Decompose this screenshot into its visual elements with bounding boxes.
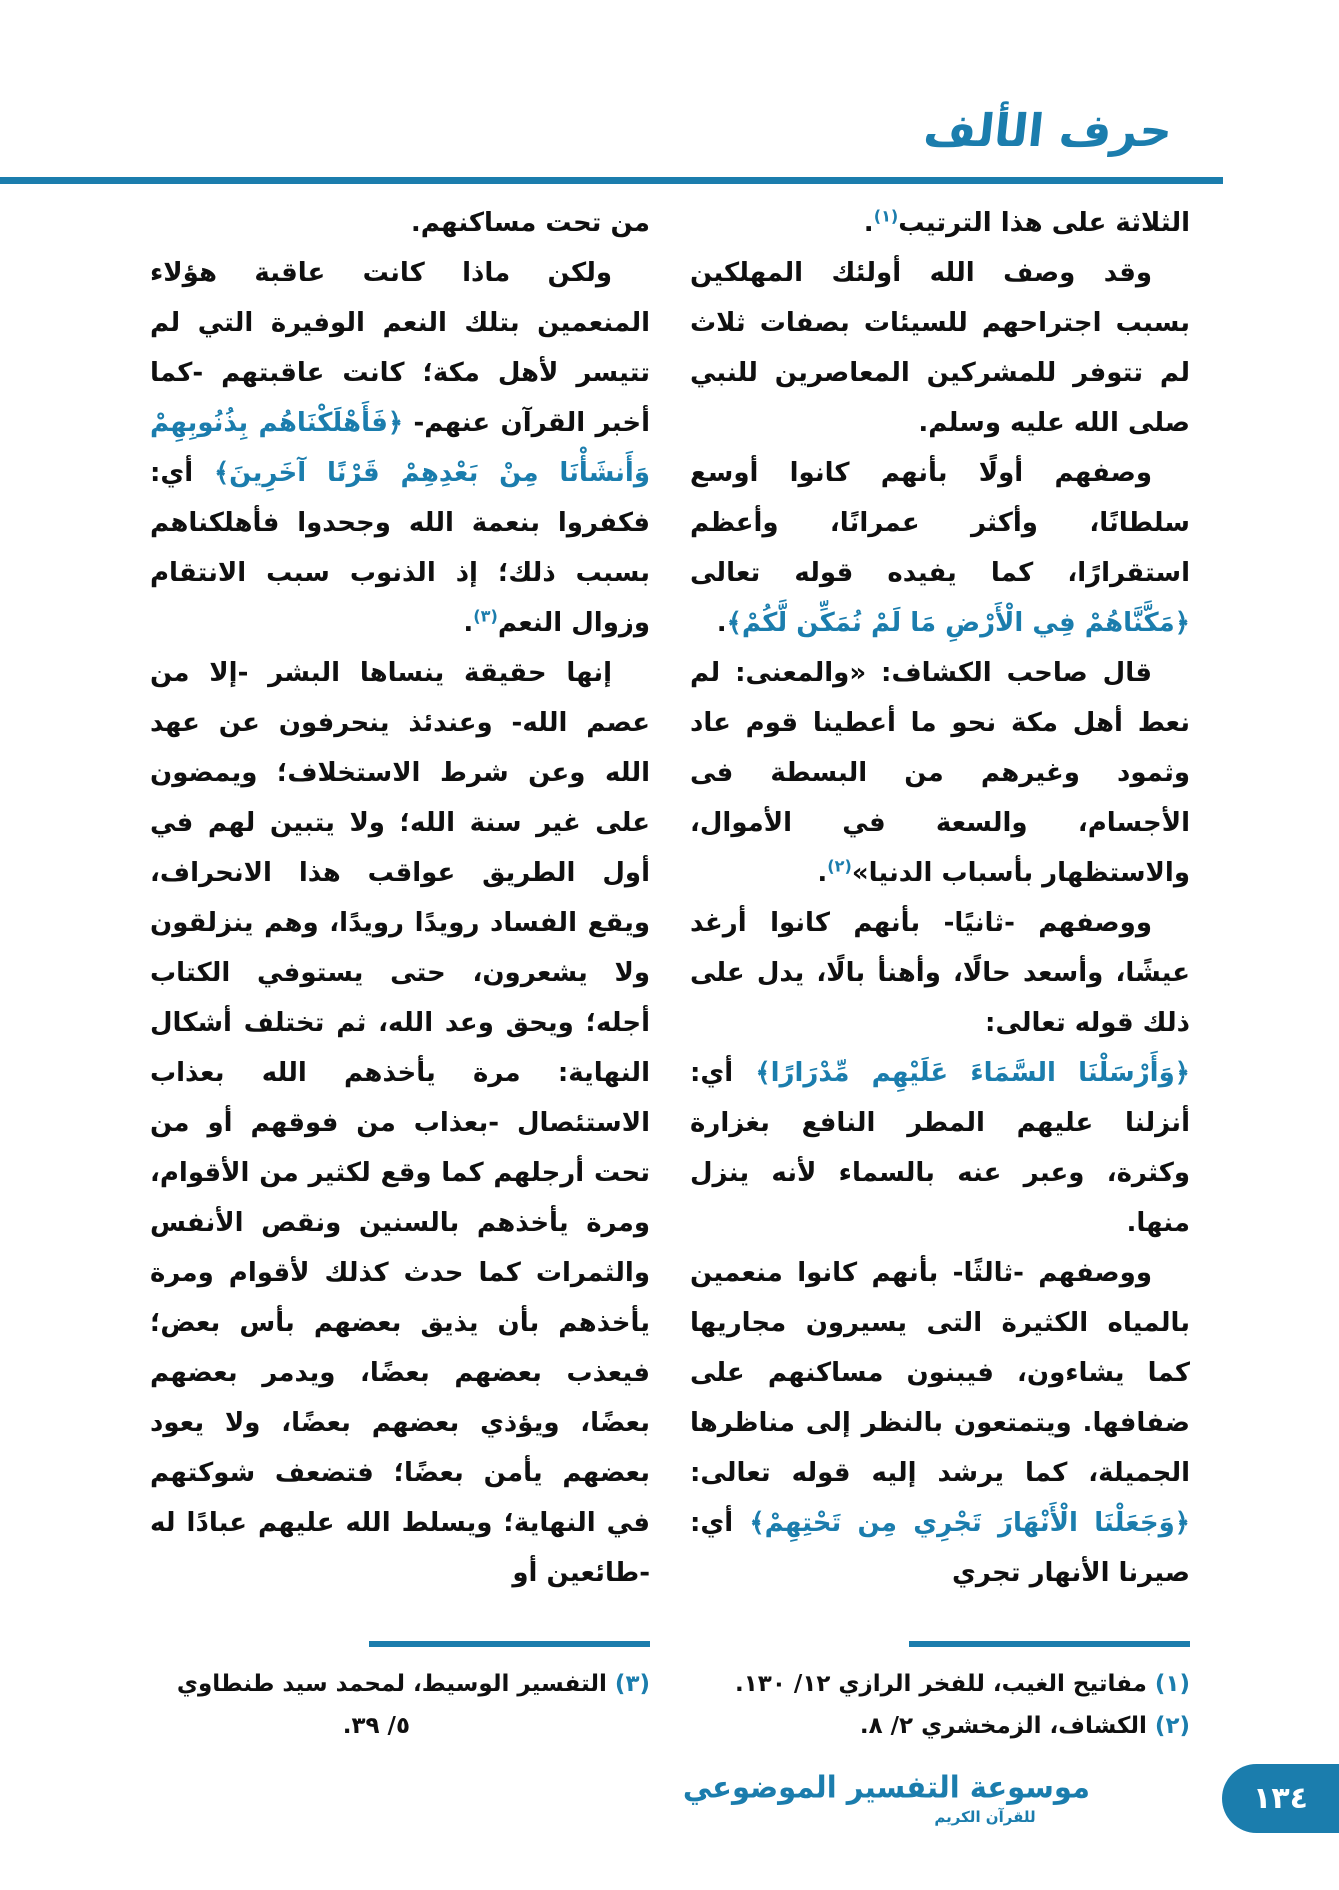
quran-verse: ﴿فَأَهْلَكْنَاهُم بِذُنُوبِهِمْ وَأَنشَأْنَا مِنْ بَعْدِهِمْ قَرْنًا آخَرِينَ﴾: [150, 408, 650, 488]
body-text: وقد وصف الله أولئك المهلكين بسبب اجتراحهم للسيئات بصفات ثلاث لم تتوفر للمشركين المعاصرين للنبي صلى الله عليه وسلم.: [690, 258, 1190, 438]
footnotes-left: [150, 1641, 650, 1747]
footnote-ref: (٢): [827, 856, 852, 876]
quran-verse: ﴿وَأَرْسَلْنَا السَّمَاءَ عَلَيْهِم مِّدْرَارًا﴾: [755, 1058, 1190, 1088]
footnote-separator: [909, 1641, 1190, 1647]
footnote: [690, 1663, 1190, 1705]
paragraph: [150, 248, 650, 648]
paragraph: [150, 648, 650, 1598]
footnote-marker: (٢): [1154, 1713, 1190, 1739]
text-columns: [150, 198, 1190, 1598]
body-text: من تحت مساكنهم.: [410, 208, 650, 238]
page-number-badge: [1222, 1764, 1339, 1833]
paragraph: [690, 1248, 1190, 1598]
paragraph: [690, 248, 1190, 448]
publisher-logo: [682, 1769, 1090, 1826]
footnote-list-right: [690, 1663, 1190, 1747]
column-left: [150, 198, 650, 1598]
footnote-text: الكشاف، الزمخشري ٢/ ٨.: [859, 1713, 1147, 1739]
body-text: وصفهم أولًا بأنهم كانوا أوسع سلطانًا، وأكثر عمرانًا، وأعظم استقرارًا، كما يفيده قوله تعالى: [690, 458, 1190, 588]
body-text: الثلاثة على هذا الترتيب: [898, 208, 1190, 238]
quran-verse: ﴿مَكَّنَّاهُمْ فِي الْأَرْضِ مَا لَمْ نُمَكِّن لَّكُمْ﴾: [726, 608, 1190, 638]
footnote: [690, 1705, 1190, 1747]
page-number: ١٣٤: [1253, 1781, 1308, 1816]
body-text: .: [817, 858, 828, 888]
footnotes-right: [690, 1641, 1190, 1747]
body-text: ووصفهم -ثالثًا- بأنهم كانوا منعمين بالمياه الكثيرة التى يسيرون مجاريها كما يشاءون، فيبنون مساكنهم على ضفافها. ويتمتعون بالنظر إلى مناظرها الجميلة، كما يرشد إليه قوله تعالى:: [690, 1258, 1190, 1488]
footnote-ref: (١): [873, 206, 899, 226]
body-text: .: [716, 608, 727, 638]
footnote-separator: [369, 1641, 650, 1647]
footnote-marker: (٣): [614, 1671, 650, 1697]
body-text: أي: صيرنا الأنهار تجري: [690, 1508, 1190, 1588]
footnote-text-continuation: ٥/ ٣٩.: [342, 1713, 410, 1739]
footnote-ref: (٣): [473, 606, 498, 626]
quran-verse: ﴿وَجَعَلْنَا الْأَنْهَارَ تَجْرِي مِن تَحْتِهِمْ﴾: [749, 1508, 1190, 1538]
publisher-logo-title: موسوعة التفسير الموضوعي: [682, 1769, 1090, 1805]
publisher-logo-subtitle: للقرآن الكريم: [934, 1808, 1036, 1826]
header-rule: [0, 177, 1223, 184]
paragraph: [690, 648, 1190, 898]
footnote-text: مفاتيح الغيب، للفخر الرازي ١٢/ ١٣٠.: [735, 1671, 1147, 1697]
footnote-list-left: [150, 1663, 650, 1747]
body-text: قال صاحب الكشاف: «والمعنى: لم نعط أهل مكة نحو ما أعطينا قوم عاد وثمود وغيرهم من البسطة فى الأجسام، والسعة في الأموال، والاستظهار بأسباب الدنيا»: [690, 658, 1190, 888]
body-text: أي: أنزلنا عليهم المطر النافع بغزارة وكثرة، وعبر عنه بالسماء لأنه ينزل منها.: [690, 1058, 1190, 1238]
paragraph: [690, 898, 1190, 1048]
body-text: .: [863, 208, 874, 238]
chapter-heading: حرف الألف: [921, 104, 1175, 157]
paragraph: [690, 1048, 1190, 1248]
column-right: [690, 198, 1190, 1598]
footnote-marker: (١): [1154, 1671, 1190, 1697]
body-text: .: [463, 608, 474, 638]
body-text: ووصفهم -ثانيًا- بأنهم كانوا أرغد عيشًا، وأسعد حالًا، وأهنأ بالًا، يدل على ذلك قوله تعالى:: [690, 908, 1190, 1038]
paragraph: [690, 198, 1190, 248]
paragraph: [150, 198, 650, 248]
body-text: أي: فكفروا بنعمة الله وجحدوا فأهلكناهم بسبب ذلك؛ إذ الذنوب سبب الانتقام وزوال النعم: [150, 458, 650, 638]
paragraph: [690, 448, 1190, 648]
body-text: ولكن ماذا كانت عاقبة هؤلاء المنعمين بتلك النعم الوفيرة التي لم تتيسر لأهل مكة؛ كانت عاقبتهم -كما أخبر القرآن عنهم-: [150, 258, 650, 438]
footnote-text: التفسير الوسيط، لمحمد سيد طنطاوي: [176, 1671, 607, 1697]
footnote: [150, 1663, 650, 1747]
body-text: إنها حقيقة ينساها البشر -إلا من عصم الله- وعندئذ ينحرفون عن عهد الله وعن شرط الاستخلاف؛ ويمضون على غير سنة الله؛ ولا يتبين لهم في أول الطريق عواقب هذا الانحراف، ويقع الفساد رويدًا رويدًا، وهم ينزلقون ولا يشعرون، حتى يستوفي الكتاب أجله؛ ويحق وعد الله، ثم تختلف أشكال النهاية: مرة يأخذهم الله بعذاب الاستئصال -بعذاب من فوقهم أو من تحت أرجلهم كما وقع لكثير من الأقوام، ومرة يأخذهم بالسنين ونقص الأنفس والثمرات كما حدث كذلك لأقوام ومرة يأخذهم بأن يذيق بعضهم بأس بعض؛ فيعذب بعضهم بعضًا، ويدمر بعضهم بعضًا، ويؤذي بعضهم بعضًا، ولا يعود بعضهم يأمن بعضًا؛ فتضعف شوكتهم في النهاية؛ ويسلط الله عليهم عبادًا له -طائعين أو: [150, 658, 650, 1588]
